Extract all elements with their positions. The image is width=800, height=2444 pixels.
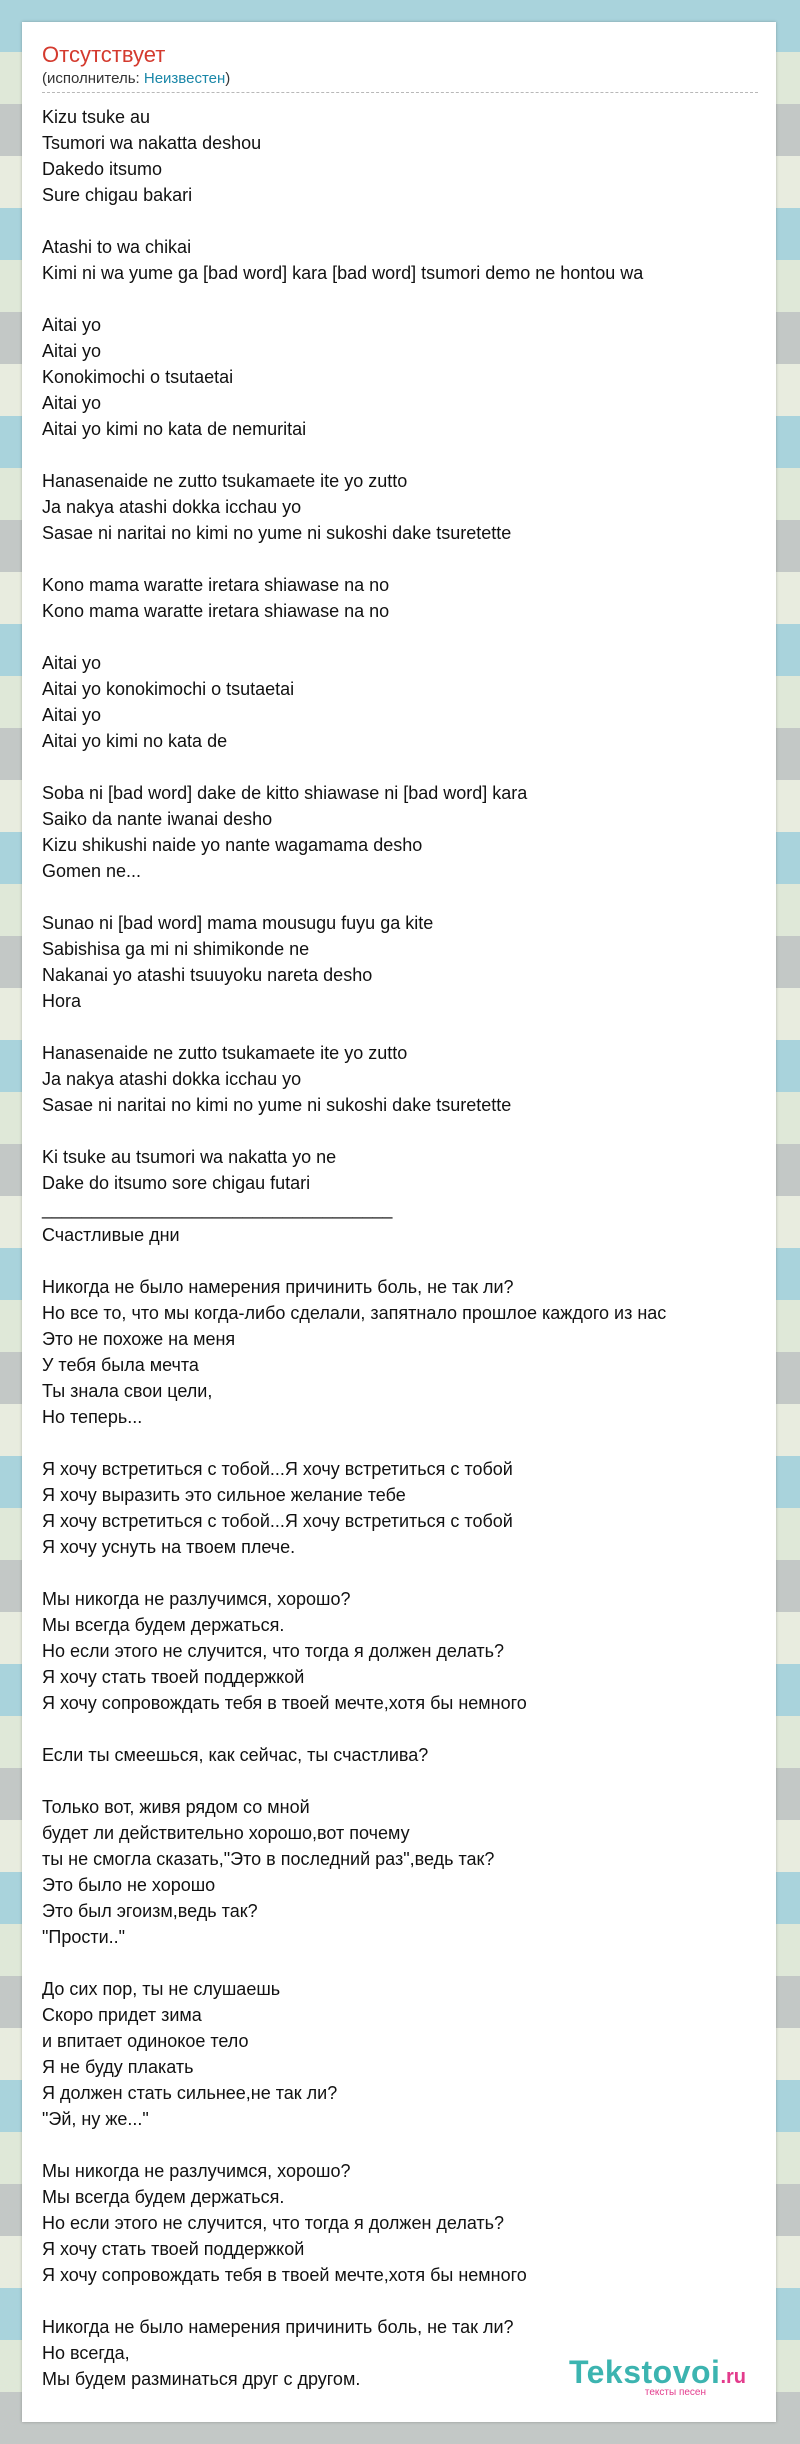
song-title: Отсутствует xyxy=(42,42,166,67)
artist-link[interactable]: Неизвестен xyxy=(143,70,226,87)
lyrics-text: Kizu tsuke au Tsumori wa nakatta deshou Dakedo itsumo Sure chigau bakari Atashi to wa chikai Kimi ni wa yume ga [bad word] kara [bad word] tsumori demo ne hontou wa Aitai yo Aitai yo Konokimochi o tsutaetai Aitai yo Aitai yo kimi no kata de nemuritai Hanasenaide ne zutto tsukamaete ite yo zutto Ja nakya atashi dokka icchau yo Sasae ni naritai no kimi no yume ni sukoshi dake tsuretette Kono mama waratte iretara shiawase na no Kono mama waratte iretara shiawase na no Aitai yo Aitai yo konokimochi o tsutaetai Aitai yo Aitai yo kimi no kata de Soba ni [bad word] dake de kitto shiawase ni [bad word] kara Saiko da nante iwanai desho Kizu shikushi naide yo nante wagamama desho Gomen ne... Sunao ni [bad word] mama mousugu fuyu ga kite Sabishisa ga mi ni shimikonde ne Nakanai yo atashi tsuuyoku nareta desho Hora Hanasenaide ne zutto tsukamaete ite yo zutto Ja nakya atashi dokka icchau yo Sasae ni naritai no kimi no yume ni sukoshi dake tsuretette Ki tsuke au tsumori wa nakatta yo ne Dake do itsumo sore chigau futari ___________________________________ Счастливые дни Никогда не было намерения причинить боль, не так ли? Но все то, что мы когда-либо сделали, запятнало прошлое каждого из нас Это не похоже на меня У тебя была мечта Ты знала свои цели, Но теперь... Я хочу встретиться с тобой...Я хочу встретиться с тобой Я хочу выразить это сильное желание тебе Я хочу встретиться с тобой...Я хочу встретиться с тобой Я хочу уснуть на твоем плече. Мы никогда не разлучимся, хорошо? Мы всегда будем держаться. Но если этого не случится, что тогда я должен делать? Я хочу стать твоей поддержкой Я хочу сопровождать тебя в твоей мечте,хотя бы немного Если ты смеешься, как сейчас, ты счастлива? Только вот, живя рядом со мной будет ли действительно хорошо,вот почему ты не смогла сказать,"Это в последний раз",ведь так? Это было не хорошо Это был эгоизм,ведь так? "Прости.." До сих пор, ты не слушаешь Скоро придет зима и впитает одинокое тело Я не буду плакать Я должен стать сильнее,не так ли? "Эй, ну же..." Мы никогда не разлучимся, хорошо? Мы всегда будем держаться. Но если этого не случится, что тогда я должен делать? Я хочу стать твоей поддержкой Я хочу сопровождать тебя в твоей мечте,хотя бы немного Никогда не было намерения причинить боль, не так ли? Но всегда, Мы будем разминаться друг с другом. xyxy=(42,107,667,2389)
site-logo[interactable] xyxy=(569,2354,746,2398)
logo-tagline: тексты песен xyxy=(644,2387,706,2398)
logo-tld: .ru xyxy=(720,2366,746,2388)
title-divider xyxy=(42,92,758,93)
artist-prefix: (исполнитель: xyxy=(42,70,144,87)
artist-suffix: ) xyxy=(225,70,231,87)
artist-line xyxy=(42,70,230,87)
logo-name: Tekstovoi xyxy=(568,2354,721,2390)
lyrics-card xyxy=(22,22,776,2422)
